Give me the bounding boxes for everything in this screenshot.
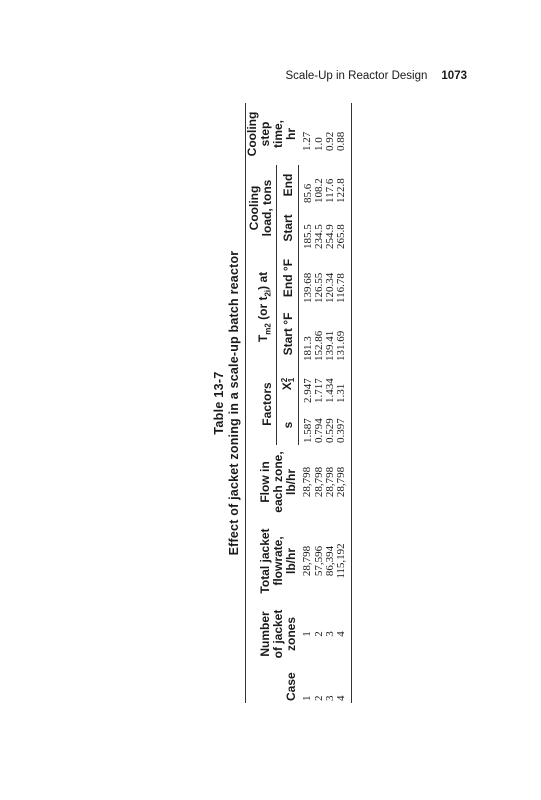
header-row-groups — [246, 103, 277, 703]
table-row: 1 1 28,798 28,798 1.587 2.947 181.3 139.68 185.5 85.6 1.27 — [301, 131, 314, 701]
rotated-table-block — [204, 93, 530, 713]
header-zones: Number of jacket zones — [258, 609, 298, 659]
data-table — [245, 103, 352, 703]
header-zone-flow: Flow in each zone, lb/hr — [258, 451, 298, 513]
header-cooling-start: Start — [277, 205, 298, 251]
running-head — [286, 70, 468, 82]
table-row: 4 4 115,192 28,798 0.397 1.31 131.69 116.78 265.8 122.8 0.88 — [336, 103, 352, 703]
header-cooling-load: Cooling load, tons — [246, 165, 277, 251]
header-factors: Factors — [246, 363, 277, 445]
table-row: 2 2 57,596 28,798 0.794 1.717 152.86 126.55 234.5 108.2 1.0 — [312, 137, 325, 701]
header-tm-start: Start °F — [277, 305, 298, 363]
page-number: 1073 — [441, 70, 467, 82]
header-case: Case — [284, 672, 298, 701]
header-total-flow: Total jacket flowrate, lb/hr — [258, 528, 298, 594]
header-tm-end: End °F — [277, 251, 298, 305]
header-cooling-end: End — [277, 165, 298, 205]
header-s: s — [277, 405, 298, 445]
header-step-time: Cooling step time, hr — [245, 111, 298, 157]
table-title: Effect of jacket zoning in a scale-up batch reactor — [227, 250, 241, 556]
header-tm-group: $T_{m2}$ (or $t_{2i}$) at — [246, 251, 277, 363]
table-number: Table 13-7 — [212, 371, 226, 435]
header-x: X2 1 — [277, 363, 298, 405]
running-head-title: Scale-Up in Reactor Design — [285, 70, 428, 82]
table-row: 3 3 86,394 28,798 0.529 1.434 139.41 120.34 254.9 117.6 0.92 — [323, 131, 336, 701]
